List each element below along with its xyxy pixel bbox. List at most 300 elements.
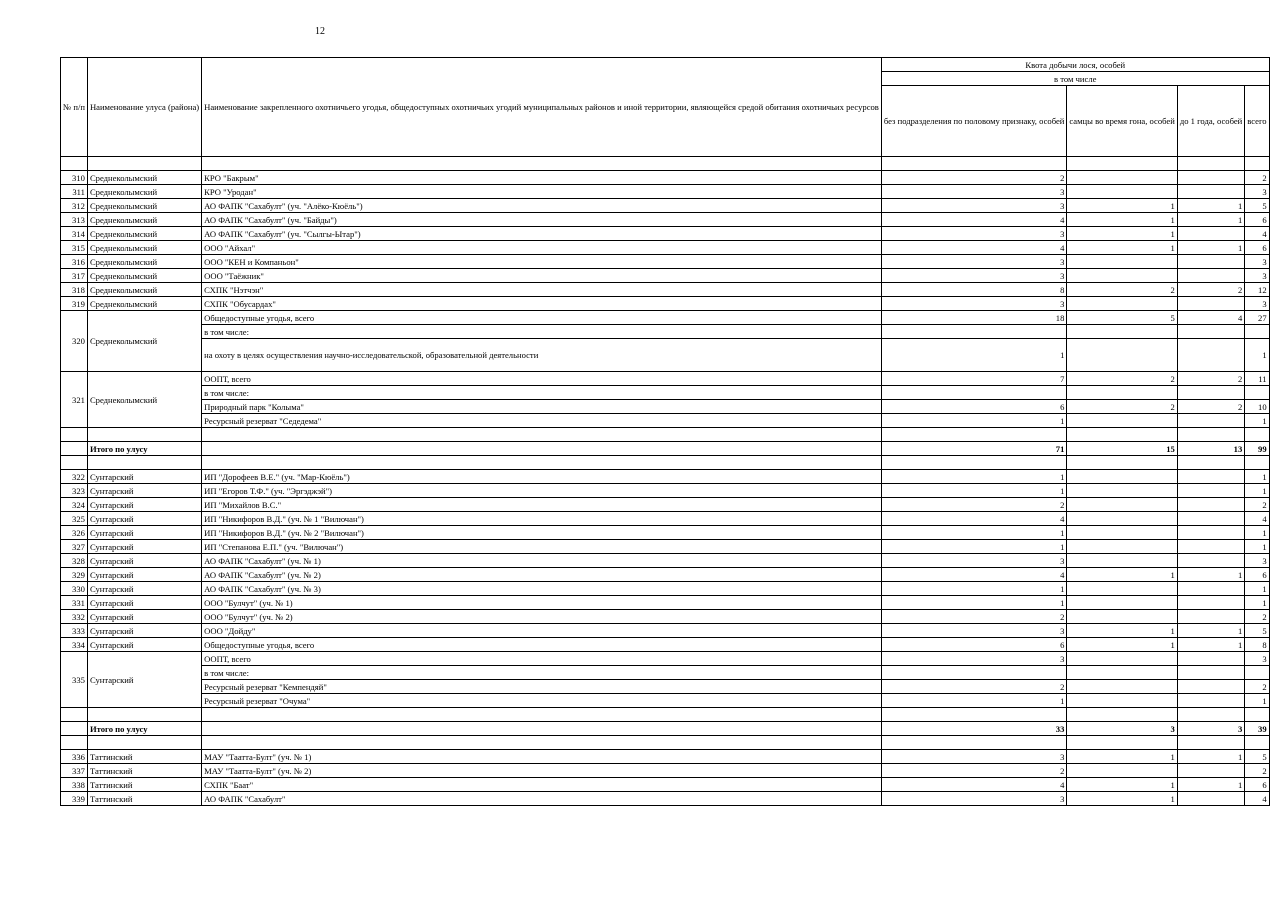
ulus-name: Сунтарский: [87, 652, 201, 708]
quota-no-sex: 3: [881, 652, 1067, 666]
quota-males: 1: [1067, 199, 1177, 213]
quota-males: [1067, 526, 1177, 540]
ulus-name: Среднеколымский: [87, 269, 201, 283]
empty-cell: [1177, 708, 1244, 722]
territory-name: Природный парк "Колыма": [202, 400, 882, 414]
quota-males: 2: [1067, 400, 1177, 414]
quota-under-1: [1177, 498, 1244, 512]
empty-cell: [61, 442, 88, 456]
quota-total: 1: [1245, 694, 1269, 708]
territory-name: КРО "Уродан": [202, 185, 882, 199]
table-row: [61, 325, 1270, 339]
quota-males: [1067, 680, 1177, 694]
empty-cell: [1177, 428, 1244, 442]
quota-no-sex: 1: [881, 582, 1067, 596]
table-row: [61, 778, 1270, 792]
empty-cell: [87, 456, 201, 470]
table-row: [61, 792, 1270, 806]
ulus-name: Сунтарский: [87, 526, 201, 540]
quota-males: [1067, 171, 1177, 185]
quota-total: 3: [1245, 652, 1269, 666]
quota-no-sex: 1: [881, 596, 1067, 610]
territory-name: ИП "Никифоров В.Д." (уч. № 2 "Вилючан"): [202, 526, 882, 540]
territory-name: АО ФАПК "Сахабулт" (уч. № 1): [202, 554, 882, 568]
table-row: [61, 185, 1270, 199]
row-number: 316: [61, 255, 88, 269]
row-number: 339: [61, 792, 88, 806]
quota-no-sex: 1: [881, 526, 1067, 540]
quota-under-1: 1: [1177, 750, 1244, 764]
row-number: 330: [61, 582, 88, 596]
empty-cell: [1245, 157, 1269, 171]
table-row: [61, 171, 1270, 185]
empty-cell: [202, 428, 882, 442]
ulus-name: Таттинский: [87, 750, 201, 764]
quota-total: 3: [1245, 185, 1269, 199]
quota-males: 2: [1067, 372, 1177, 386]
quota-under-1: [1177, 414, 1244, 428]
empty-cell: [881, 157, 1067, 171]
quota-total: 12: [1245, 283, 1269, 297]
quota-males: [1067, 386, 1177, 400]
ulus-name: Сунтарский: [87, 610, 201, 624]
table-row: [61, 255, 1270, 269]
total-total: 39: [1245, 722, 1269, 736]
quota-total: 5: [1245, 199, 1269, 213]
table-row: [61, 764, 1270, 778]
quota-males: [1067, 325, 1177, 339]
ulus-name: Таттинский: [87, 792, 201, 806]
empty-cell: [1177, 157, 1244, 171]
quota-total: 1: [1245, 540, 1269, 554]
quota-males: [1067, 498, 1177, 512]
header-males-rut: самцы во время гона, особей: [1067, 86, 1177, 157]
header-territory: Наименование закрепленного охотничьего угодья, общедоступных охотничьих угодий муниципальных районов и иной территории, являющейся средой обитания охотничьих ресурсов: [202, 58, 882, 157]
quota-males: [1067, 666, 1177, 680]
quota-under-1: 4: [1177, 311, 1244, 325]
quota-under-1: [1177, 554, 1244, 568]
quota-total: 1: [1245, 414, 1269, 428]
quota-total: 2: [1245, 498, 1269, 512]
empty-cell: [881, 456, 1067, 470]
territory-name: АО ФАПК "Сахабулт" (уч. № 3): [202, 582, 882, 596]
spacer-row: [61, 456, 1270, 470]
territory-name: АО ФАПК "Сахабулт" (уч. № 2): [202, 568, 882, 582]
empty-cell: [202, 708, 882, 722]
row-number: 327: [61, 540, 88, 554]
empty-cell: [1067, 736, 1177, 750]
quota-under-1: 1: [1177, 241, 1244, 255]
row-number: 336: [61, 750, 88, 764]
empty-cell: [202, 442, 882, 456]
quota-no-sex: 3: [881, 297, 1067, 311]
territory-name: МАУ "Таатта-Булт" (уч. № 1): [202, 750, 882, 764]
empty-cell: [61, 708, 88, 722]
territory-name: Общедоступные угодья, всего: [202, 638, 882, 652]
table-row: [61, 199, 1270, 213]
quota-males: [1067, 470, 1177, 484]
table-row: [61, 526, 1270, 540]
table-row: [61, 512, 1270, 526]
quota-males: [1067, 339, 1177, 372]
quota-no-sex: 1: [881, 540, 1067, 554]
quota-total: 2: [1245, 171, 1269, 185]
table-row: [61, 680, 1270, 694]
quota-under-1: [1177, 255, 1244, 269]
quota-males: 1: [1067, 792, 1177, 806]
quota-no-sex: 3: [881, 792, 1067, 806]
ulus-name: Сунтарский: [87, 638, 201, 652]
quota-no-sex: 1: [881, 470, 1067, 484]
quota-under-1: [1177, 610, 1244, 624]
table-row: [61, 638, 1270, 652]
quota-males: 1: [1067, 568, 1177, 582]
quota-males: [1067, 694, 1177, 708]
row-number: 324: [61, 498, 88, 512]
quota-total: 3: [1245, 255, 1269, 269]
empty-cell: [61, 736, 88, 750]
row-number: 334: [61, 638, 88, 652]
header-no: № п/п: [61, 58, 88, 157]
territory-name: ООПТ, всего: [202, 652, 882, 666]
quota-under-1: [1177, 596, 1244, 610]
table-row: [61, 339, 1270, 372]
quota-total: 5: [1245, 750, 1269, 764]
empty-cell: [202, 456, 882, 470]
row-number: 315: [61, 241, 88, 255]
empty-cell: [202, 736, 882, 750]
total-under-1: 3: [1177, 722, 1244, 736]
ulus-name: Сунтарский: [87, 484, 201, 498]
territory-name: ИП "Степанова Е.П." (уч. "Вилючан"): [202, 540, 882, 554]
quota-total: 3: [1245, 554, 1269, 568]
empty-cell: [87, 157, 201, 171]
quota-males: [1067, 764, 1177, 778]
quota-males: 1: [1067, 638, 1177, 652]
quota-males: [1067, 297, 1177, 311]
quota-males: [1067, 596, 1177, 610]
ulus-name: Среднеколымский: [87, 372, 201, 428]
territory-name: Общедоступные угодья, всего: [202, 311, 882, 325]
quota-males: 1: [1067, 624, 1177, 638]
total-label: Итого по улусу: [87, 442, 201, 456]
table-row: [61, 213, 1270, 227]
quota-under-1: [1177, 470, 1244, 484]
ulus-name: Сунтарский: [87, 540, 201, 554]
quota-under-1: 2: [1177, 372, 1244, 386]
table-row: [61, 694, 1270, 708]
empty-cell: [1177, 456, 1244, 470]
quota-total: 8: [1245, 638, 1269, 652]
quota-no-sex: 4: [881, 241, 1067, 255]
quota-males: 1: [1067, 778, 1177, 792]
quota-males: [1067, 554, 1177, 568]
quota-no-sex: 4: [881, 778, 1067, 792]
row-number: 319: [61, 297, 88, 311]
quota-no-sex: 6: [881, 638, 1067, 652]
empty-cell: [881, 708, 1067, 722]
quota-males: [1067, 255, 1177, 269]
quota-under-1: [1177, 764, 1244, 778]
ulus-name: Среднеколымский: [87, 311, 201, 372]
row-number: 322: [61, 470, 88, 484]
territory-name: ООПТ, всего: [202, 372, 882, 386]
table-row: [61, 610, 1270, 624]
quota-males: [1067, 582, 1177, 596]
quota-no-sex: 1: [881, 694, 1067, 708]
ulus-name: Сунтарский: [87, 624, 201, 638]
quota-total: 6: [1245, 241, 1269, 255]
territory-name: Ресурсный резерват "Кемпендяй": [202, 680, 882, 694]
row-number: 332: [61, 610, 88, 624]
empty-cell: [1245, 456, 1269, 470]
table-row: [61, 297, 1270, 311]
quota-under-1: 2: [1177, 400, 1244, 414]
quota-males: 1: [1067, 227, 1177, 241]
row-number: 312: [61, 199, 88, 213]
ulus-name: Среднеколымский: [87, 297, 201, 311]
empty-cell: [1245, 708, 1269, 722]
spacer-row: [61, 157, 1270, 171]
quota-under-1: 2: [1177, 283, 1244, 297]
row-number: 333: [61, 624, 88, 638]
territory-name: Ресурсный резерват "Седедема": [202, 414, 882, 428]
quota-no-sex: 2: [881, 498, 1067, 512]
quota-under-1: [1177, 680, 1244, 694]
quota-no-sex: 2: [881, 680, 1067, 694]
row-number: 314: [61, 227, 88, 241]
table-row: [61, 666, 1270, 680]
table-row: [61, 540, 1270, 554]
territory-name: ООО "Айхал": [202, 241, 882, 255]
quota-under-1: 1: [1177, 638, 1244, 652]
ulus-name: Среднеколымский: [87, 213, 201, 227]
quota-under-1: [1177, 339, 1244, 372]
table-row: [61, 470, 1270, 484]
ulus-name: Среднеколымский: [87, 283, 201, 297]
quota-under-1: [1177, 666, 1244, 680]
header-quota: Квота добычи лося, особей: [881, 58, 1269, 72]
empty-cell: [1245, 736, 1269, 750]
empty-cell: [202, 722, 882, 736]
quota-no-sex: 1: [881, 414, 1067, 428]
quota-no-sex: [881, 386, 1067, 400]
quota-under-1: [1177, 386, 1244, 400]
quota-under-1: [1177, 540, 1244, 554]
quota-under-1: [1177, 526, 1244, 540]
total-no-sex: 33: [881, 722, 1067, 736]
table-row: [61, 568, 1270, 582]
quota-under-1: [1177, 652, 1244, 666]
quota-males: 1: [1067, 241, 1177, 255]
quota-no-sex: 1: [881, 339, 1067, 372]
quota-no-sex: 3: [881, 624, 1067, 638]
quota-total: 2: [1245, 680, 1269, 694]
empty-cell: [881, 736, 1067, 750]
table-row: [61, 484, 1270, 498]
quota-no-sex: 2: [881, 764, 1067, 778]
quota-no-sex: 6: [881, 400, 1067, 414]
table-row: [61, 750, 1270, 764]
row-number: 313: [61, 213, 88, 227]
quota-total: 2: [1245, 764, 1269, 778]
empty-cell: [1177, 736, 1244, 750]
quota-males: 1: [1067, 750, 1177, 764]
quota-under-1: [1177, 227, 1244, 241]
table-row: [61, 624, 1270, 638]
quota-males: [1067, 540, 1177, 554]
quota-no-sex: 3: [881, 269, 1067, 283]
quota-under-1: 1: [1177, 624, 1244, 638]
row-number: 323: [61, 484, 88, 498]
total-under-1: 13: [1177, 442, 1244, 456]
total-row: [61, 722, 1270, 736]
quota-total: 3: [1245, 269, 1269, 283]
quota-total: 4: [1245, 792, 1269, 806]
quota-under-1: [1177, 512, 1244, 526]
quota-males: 1: [1067, 213, 1177, 227]
territory-name: АО ФАПК "Сахабулт": [202, 792, 882, 806]
ulus-name: Среднеколымский: [87, 241, 201, 255]
page-number: 12: [315, 26, 325, 37]
quota-no-sex: 4: [881, 512, 1067, 526]
empty-cell: [61, 157, 88, 171]
territory-name: в том числе:: [202, 666, 882, 680]
quota-total: 5: [1245, 624, 1269, 638]
total-males: 3: [1067, 722, 1177, 736]
quota-no-sex: 7: [881, 372, 1067, 386]
quota-no-sex: 3: [881, 554, 1067, 568]
ulus-name: Сунтарский: [87, 470, 201, 484]
quota-total: 4: [1245, 512, 1269, 526]
row-number: 318: [61, 283, 88, 297]
empty-cell: [61, 456, 88, 470]
territory-name: СХПК "Баат": [202, 778, 882, 792]
territory-name: ООО "Булчут" (уч. № 2): [202, 610, 882, 624]
ulus-name: Среднеколымский: [87, 227, 201, 241]
empty-cell: [87, 428, 201, 442]
quota-total: 1: [1245, 470, 1269, 484]
empty-cell: [1067, 456, 1177, 470]
territory-name: СХПК "Нэтчэн": [202, 283, 882, 297]
quota-under-1: [1177, 792, 1244, 806]
quota-no-sex: 2: [881, 171, 1067, 185]
territory-name: ИП "Никифоров В.Д." (уч. № 1 "Вилючан"): [202, 512, 882, 526]
total-males: 15: [1067, 442, 1177, 456]
empty-cell: [87, 736, 201, 750]
quota-total: [1245, 666, 1269, 680]
row-number: 331: [61, 596, 88, 610]
quota-no-sex: 8: [881, 283, 1067, 297]
empty-cell: [1067, 708, 1177, 722]
ulus-name: Сунтарский: [87, 554, 201, 568]
header-incl: в том числе: [881, 72, 1269, 86]
quota-under-1: [1177, 171, 1244, 185]
quota-no-sex: [881, 666, 1067, 680]
total-row: [61, 442, 1270, 456]
spacer-row: [61, 428, 1270, 442]
quota-under-1: [1177, 582, 1244, 596]
territory-name: ИП "Михайлов В.С.": [202, 498, 882, 512]
territory-name: СХПК "Обусардах": [202, 297, 882, 311]
row-number: 326: [61, 526, 88, 540]
quota-total: 3: [1245, 297, 1269, 311]
header-total: всего: [1245, 86, 1269, 157]
total-label: Итого по улусу: [87, 722, 201, 736]
quota-under-1: 1: [1177, 213, 1244, 227]
ulus-name: Сунтарский: [87, 498, 201, 512]
row-number: 321: [61, 372, 88, 428]
row-number: 311: [61, 185, 88, 199]
territory-name: КРО "Бакрым": [202, 171, 882, 185]
quota-under-1: [1177, 484, 1244, 498]
empty-cell: [61, 722, 88, 736]
empty-cell: [61, 428, 88, 442]
table-row: [61, 652, 1270, 666]
quota-males: [1067, 610, 1177, 624]
territory-name: АО ФАПК "Сахабулт" (уч. "Байды"): [202, 213, 882, 227]
empty-cell: [87, 708, 201, 722]
quota-no-sex: 4: [881, 213, 1067, 227]
empty-cell: [1245, 428, 1269, 442]
quota-total: 4: [1245, 227, 1269, 241]
quota-total: [1245, 325, 1269, 339]
quota-no-sex: 1: [881, 484, 1067, 498]
row-number: 328: [61, 554, 88, 568]
territory-name: ООО "Булчут" (уч. № 1): [202, 596, 882, 610]
row-number: 310: [61, 171, 88, 185]
quota-no-sex: 3: [881, 185, 1067, 199]
empty-cell: [881, 428, 1067, 442]
quota-no-sex: 3: [881, 255, 1067, 269]
table-row: [61, 498, 1270, 512]
empty-cell: [1067, 428, 1177, 442]
moose-quota-table: [60, 57, 1270, 806]
row-number: 325: [61, 512, 88, 526]
ulus-name: Сунтарский: [87, 582, 201, 596]
territory-name: ООО "КЕН и Компаньон": [202, 255, 882, 269]
quota-total: 1: [1245, 582, 1269, 596]
table-row: [61, 283, 1270, 297]
ulus-name: Сунтарский: [87, 512, 201, 526]
table-row: [61, 414, 1270, 428]
quota-no-sex: 4: [881, 568, 1067, 582]
quota-males: [1067, 414, 1177, 428]
table-row: [61, 241, 1270, 255]
quota-no-sex: 3: [881, 750, 1067, 764]
territory-name: в том числе:: [202, 325, 882, 339]
quota-no-sex: [881, 325, 1067, 339]
quota-total: 2: [1245, 610, 1269, 624]
territory-name: на охоту в целях осуществления научно-исследовательской, образовательной деятельности: [202, 339, 882, 372]
row-number: 317: [61, 269, 88, 283]
territory-name: Ресурсный резерват "Очума": [202, 694, 882, 708]
quota-under-1: 1: [1177, 568, 1244, 582]
ulus-name: Таттинский: [87, 778, 201, 792]
table-row: [61, 269, 1270, 283]
territory-name: ООО "Дойду": [202, 624, 882, 638]
header-ulus: Наименование улуса (района): [87, 58, 201, 157]
ulus-name: Среднеколымский: [87, 171, 201, 185]
quota-total: 6: [1245, 778, 1269, 792]
row-number: 320: [61, 311, 88, 372]
quota-total: 1: [1245, 339, 1269, 372]
quota-males: 5: [1067, 311, 1177, 325]
ulus-name: Среднеколымский: [87, 199, 201, 213]
quota-males: [1067, 269, 1177, 283]
quota-males: 2: [1067, 283, 1177, 297]
territory-name: МАУ "Таатта-Булт" (уч. № 2): [202, 764, 882, 778]
